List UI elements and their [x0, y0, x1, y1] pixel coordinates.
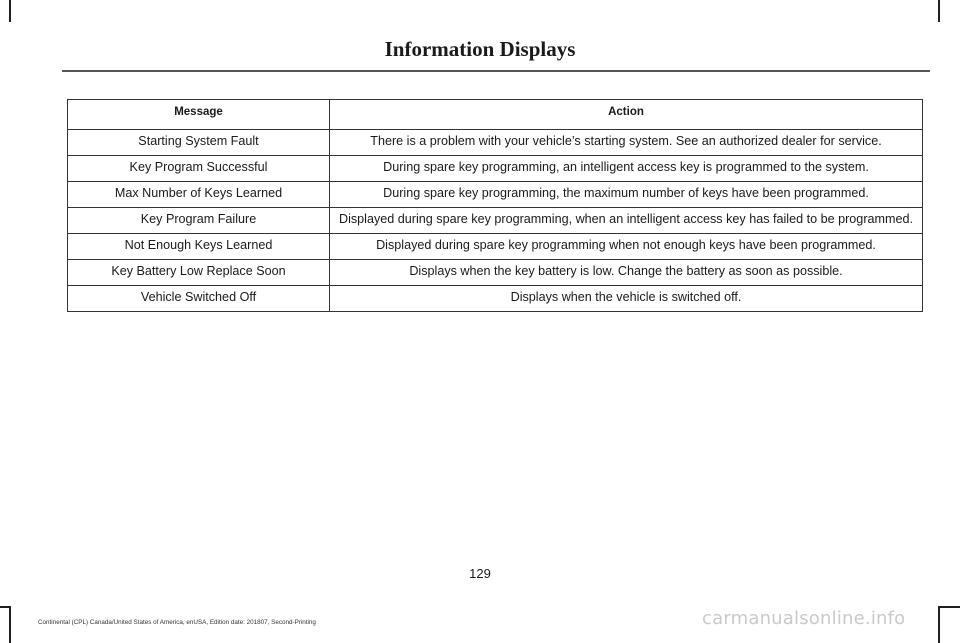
message-action-table: [67, 99, 923, 312]
crop-mark-bottom-right: [938, 606, 940, 643]
page-title: Information Displays: [384, 37, 576, 61]
header-divider: [62, 70, 930, 72]
table-row: [68, 286, 923, 312]
watermark: carmanualsonline.info: [702, 608, 906, 629]
table-row: [68, 182, 923, 208]
message-cell: Key Battery Low Replace Soon: [68, 260, 330, 286]
action-cell: During spare key programming, an intelligent access key is programmed to the system.: [330, 156, 923, 182]
column-header-message: Message: [68, 100, 330, 130]
message-cell: Vehicle Switched Off: [68, 286, 330, 312]
action-cell: Displays when the vehicle is switched off.: [330, 286, 923, 312]
message-cell: Not Enough Keys Learned: [68, 234, 330, 260]
action-cell: There is a problem with your vehicle’s starting system. See an authorized dealer for service.: [330, 130, 923, 156]
edition-footer: Continental (CPL) Canada/United States of America, enUSA, Edition date: 201807, Second-Printing: [38, 619, 316, 626]
crop-mark-bottom-right-h: [938, 606, 960, 608]
action-cell: Displays when the key battery is low. Change the battery as soon as possible.: [330, 260, 923, 286]
table-row: [68, 208, 923, 234]
message-cell: Key Program Failure: [68, 208, 330, 234]
table-header-row: [68, 100, 923, 130]
action-cell: During spare key programming, the maximum number of keys have been programmed.: [330, 182, 923, 208]
crop-mark-bottom-left-h: [0, 606, 11, 608]
table-row: [68, 130, 923, 156]
table-row: [68, 260, 923, 286]
crop-mark-top-left: [9, 0, 11, 22]
crop-mark-bottom-left: [9, 606, 11, 643]
message-cell: Max Number of Keys Learned: [68, 182, 330, 208]
message-cell: Starting System Fault: [68, 130, 330, 156]
table-row: [68, 234, 923, 260]
table-row: [68, 156, 923, 182]
page-number: 129: [469, 566, 491, 581]
crop-mark-top-right: [938, 0, 940, 22]
message-cell: Key Program Successful: [68, 156, 330, 182]
action-cell: Displayed during spare key programming when not enough keys have been programmed.: [330, 234, 923, 260]
action-cell: Displayed during spare key programming, when an intelligent access key has failed to be programmed.: [330, 208, 923, 234]
column-header-action: Action: [330, 100, 923, 130]
